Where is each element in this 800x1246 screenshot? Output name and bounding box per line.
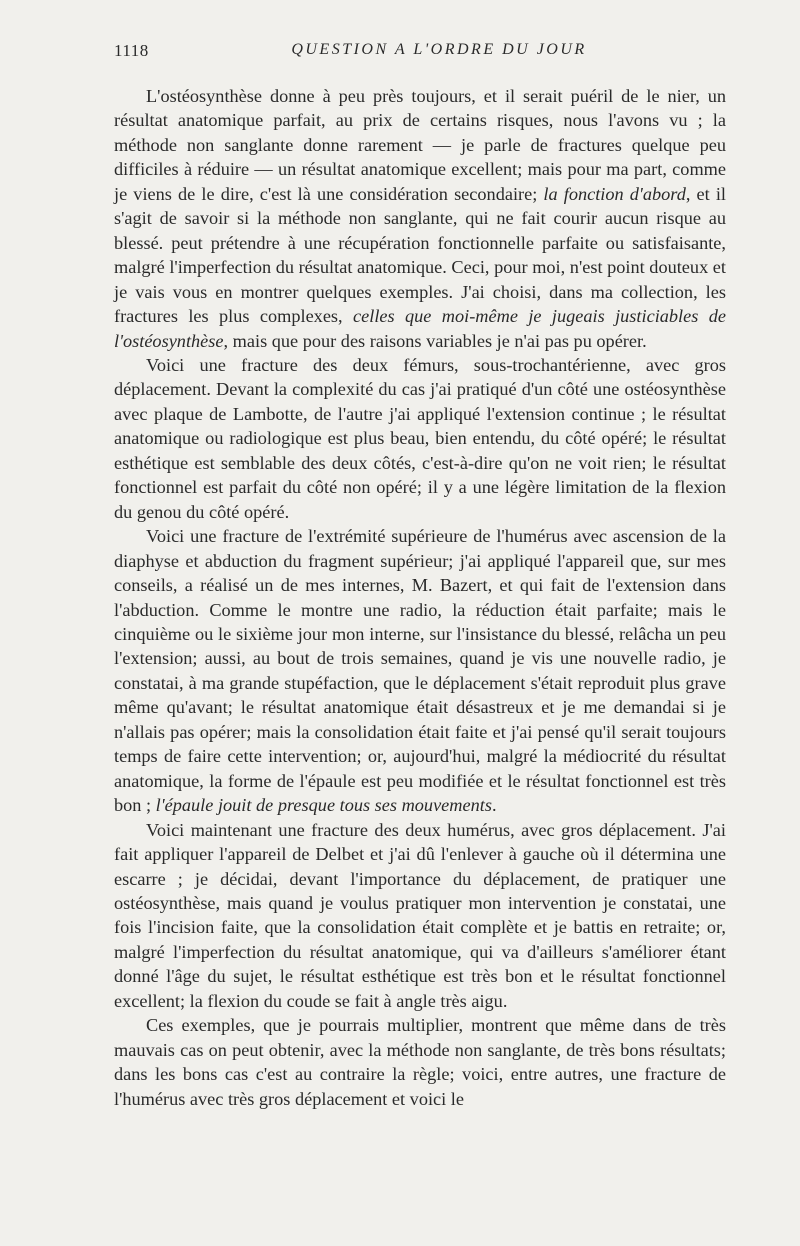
paragraph-4: Voici maintenant une fracture des deux humérus, avec gros déplacement. J'ai fait appliquer l'appareil de Delbet et j'ai dû l'enlever à gauche où il détermina une escarre ; je décidai, devant l'importance du déplacement, de pratiquer une ostéosynthèse, mais quand je voulus pratiquer mon intervention je constatai, une fois l'incision faite, que la consolidation était complète et je battis en retraite; or, malgré l'imperfection du résultat anatomique, qui va d'ailleurs s'améliorer étant donné l'âge du sujet, le résultat esthétique est très bon et le résultat fonctionnel excellent; la flexion du coude se fait à angle très aigu. [114,819,726,1011]
paragraph-1: L'ostéosynthèse donne à peu près toujours, et il serait puéril de le nier, un résultat anatomique parfait, au prix de certains risques, nous l'avons vu ; la méthode non sanglante donne rarement — je parle de fractures quelque peu difficiles à réduire — un résultat anatomique excellent; mais pour ma part, comme je viens de le dire, c'est là une considération secondaire; la fonction d'abord, et il s'agit de savoir si la méthode non sanglante, qui ne fait courir aucun risque au blessé. peut prétendre à une récupération fonctionnelle parfaite ou satisfaisante, malgré l'imperfection du résultat anatomique. Ceci, pour moi, n'est point douteux et je vais vous en montrer quelques exemples. J'ai choisi, dans ma collection, les fractures les plus complexes, celles que moi-même je jugeais justiciables de l'ostéosynthèse, mais que pour des raisons variables je n'ai pas pu opérer. [114,86,726,351]
emphasis-epaule: l'épaule jouit de presque tous ses mouvements [155,795,492,816]
paragraph-5: Ces exemples, que je pourrais multiplier, montrent que même dans de très mauvais cas on peut obtenir, avec la méthode non sanglante, de très bons résultats; dans les bons cas c'est au contraire la règle; voici, entre autres, une fracture de l'humérus avec très gros déplacement et voici le [114,1015,726,1109]
paragraph-2: Voici une fracture des deux fémurs, sous-trochantérienne, avec gros déplacement. Devant la complexité du cas j'ai pratiqué d'un côté une ostéosynthèse avec plaque de Lambotte, de l'autre j'ai appliqué l'extension continue ; le résultat anatomique ou radiologique est plus beau, bien entendu, du côté opéré; le résultat esthétique est semblable des deux côtés, c'est-à-dire qu'on ne voit rien; le résultat fonctionnel est parfait du côté non opéré; il y a une légère limitation de la flexion du genou du côté opéré. [114,354,726,522]
paragraph-3: Voici une fracture de l'extrémité supérieure de l'humérus avec ascension de la diaphyse et abduction du fragment supérieur; j'ai appliqué l'appareil que, sur mes conseils, a réalisé un de mes internes, M. Bazert, et qui fait de l'extension dans l'abduction. Comme le montre une radio, la réduction était parfaite; mais le cinquième ou le sixième jour mon interne, sur l'insistance du blessé, relâcha un peu l'extension; aussi, au bout de trois semaines, quand je vis une nouvelle radio, je constatai, à ma grande stupéfaction, que le déplacement s'était reproduit plus grave même qu'avant; le résultat anatomique était désastreux et je me demandai si je n'allais pas opérer; mais la consolidation était faite et j'ai pensé qu'il serait toujours temps de faire cette intervention; or, aujourd'hui, malgré la médiocrité du résultat anatomique, la forme de l'épaule est peu modifiée et le résultat fonctionnel est très bon ; l'épaule jouit de presque tous ses mouvements. [114,526,726,816]
page-number: 1118 [114,41,149,60]
emphasis-la-fonction: la fonction d'abord [543,183,686,204]
emphasis-justiciables: celles que moi-même je jugeais justiciables de l'ostéosynthèse [114,306,726,351]
page-header [114,41,734,65]
body-text [114,84,726,1111]
running-title: QUESTION A L'ORDRE DU JOUR [291,41,587,58]
